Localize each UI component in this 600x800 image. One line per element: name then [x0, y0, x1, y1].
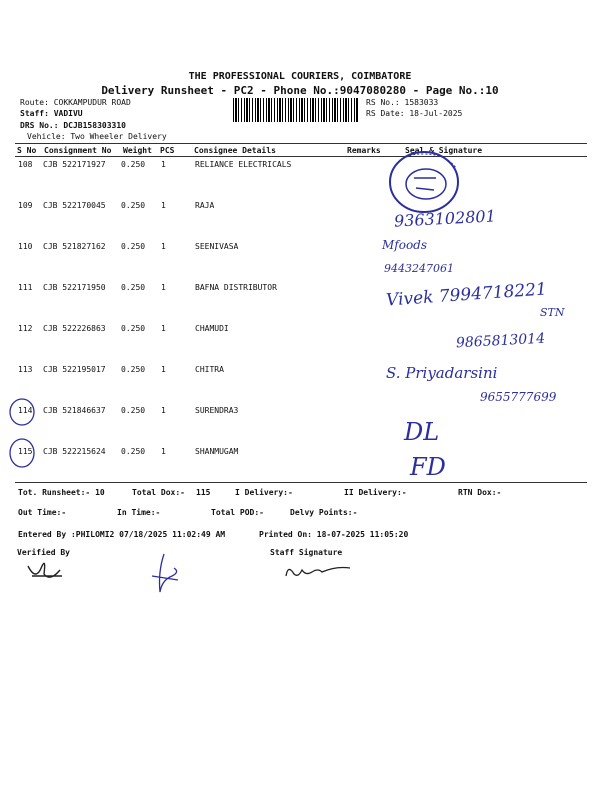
- handwritten-note-1: 9363102801: [393, 206, 497, 231]
- row-sno: 109: [18, 201, 33, 210]
- row-consignment: CJB 521827162: [43, 242, 106, 251]
- verified-signature: [26, 556, 66, 586]
- row-consignee: SHANMUGAM: [195, 447, 239, 456]
- row-sno: 110: [18, 242, 33, 251]
- row-pcs: 1: [161, 324, 166, 333]
- row-consignment: CJB 522215624: [43, 447, 106, 456]
- row-consignee: RELIANCE ELECTRICALS: [195, 160, 292, 169]
- rs-date: RS Date: 18-Jul-2025: [366, 109, 463, 118]
- row-sno: 111: [18, 283, 33, 292]
- row-consignee: BAFNA DISTRIBUTOR: [195, 283, 277, 292]
- row-weight: 0.250: [121, 242, 146, 251]
- row-pcs: 1: [161, 242, 166, 251]
- row-consignment: CJB 522226863: [43, 324, 106, 333]
- handwritten-note-4: 9865813014: [455, 330, 546, 352]
- staff-signature-label: Staff Signature: [270, 548, 343, 557]
- handwritten-note-2a: Mfoods: [382, 238, 428, 252]
- handwritten-note-7: FD: [410, 453, 446, 481]
- row-consignment: CJB 521846637: [43, 406, 106, 415]
- ii-delivery: II Delivery:-: [344, 488, 407, 497]
- row-weight: 0.250: [121, 406, 146, 415]
- table-top-rule: [15, 143, 587, 144]
- row-weight: 0.250: [121, 283, 146, 292]
- handwritten-note-2b: 9443247061: [384, 262, 454, 275]
- runsheet-title: Delivery Runsheet - PC2 - Phone No.:9047080280 - Page No.:10: [101, 84, 499, 97]
- handwritten-note-5a: S. Priyadarsini: [386, 364, 498, 382]
- row-consignee: CHAMUDI: [195, 324, 229, 333]
- handwritten-note-3b: STN: [540, 306, 565, 319]
- col-remarks: Remarks: [347, 146, 381, 155]
- handwritten-note-5b: 9655777699: [480, 390, 557, 404]
- staff-label: Staff: VADIVU: [20, 109, 83, 118]
- verified-by-label: Verified By: [17, 548, 70, 557]
- row-consignee: SURENDRA3: [195, 406, 239, 415]
- row-weight: 0.250: [121, 160, 146, 169]
- row-sno: 108: [18, 160, 33, 169]
- entered-by: Entered By :PHILOMI2 07/18/2025 11:02:49 AM: [18, 530, 226, 539]
- row-weight: 0.250: [121, 201, 146, 210]
- staff-signature: [282, 560, 354, 582]
- row-weight: 0.250: [121, 324, 146, 333]
- company-name: THE PROFESSIONAL COURIERS, COIMBATORE: [188, 71, 412, 82]
- row-consignee: RAJA: [195, 201, 215, 210]
- row-pcs: 1: [161, 365, 166, 374]
- handwritten-note-6: DL: [404, 418, 440, 446]
- col-consignment: Consignment No: [44, 146, 112, 155]
- row-sno: 114: [18, 406, 33, 415]
- total-runsheet: Tot. Runsheet:- 10: [18, 488, 105, 497]
- company-stamp: [384, 148, 464, 218]
- row-consignment: CJB 522171950: [43, 283, 106, 292]
- drs-number: DRS No.: DCJB158303310: [20, 121, 126, 130]
- row-pcs: 1: [161, 406, 166, 415]
- table-bottom-rule: [15, 482, 587, 483]
- total-dox-label: Total Dox:-: [132, 488, 185, 497]
- vehicle-label: Vehicle: Two Wheeler Delivery: [27, 132, 167, 141]
- circle-mark-115: [8, 438, 38, 470]
- row-sno: 113: [18, 365, 33, 374]
- col-weight: Weight: [123, 146, 152, 155]
- col-consignee: Consignee Details: [194, 146, 276, 155]
- rtn-dox: RTN Dox:-: [458, 488, 502, 497]
- total-dox-value: 115: [196, 488, 211, 497]
- out-time: Out Time:-: [18, 508, 67, 517]
- total-pod: Total POD:-: [211, 508, 264, 517]
- row-pcs: 1: [161, 160, 166, 169]
- printed-on: Printed On: 18-07-2025 11:05:20: [259, 530, 409, 539]
- delvy-points: Delvy Points:-: [290, 508, 358, 517]
- handwritten-note-3a: Vivek 7994718221: [385, 279, 548, 311]
- row-pcs: 1: [161, 447, 166, 456]
- circle-mark-114: [8, 398, 38, 428]
- row-consignment: CJB 522170045: [43, 201, 106, 210]
- row-sno: 115: [18, 447, 33, 456]
- row-weight: 0.250: [121, 447, 146, 456]
- rs-number: RS No.: 1583033: [366, 98, 439, 107]
- in-time: In Time:-: [117, 508, 161, 517]
- route-label: Route: COKKAMPUDUR ROAD: [20, 98, 131, 107]
- row-consignee: CHITRA: [195, 365, 224, 374]
- row-consignment: CJB 522195017: [43, 365, 106, 374]
- barcode: [233, 98, 359, 122]
- row-sno: 112: [18, 324, 33, 333]
- row-consignment: CJB 522171927: [43, 160, 106, 169]
- col-seal: Seal & Signature: [405, 146, 483, 155]
- row-consignee: SEENIVASA: [195, 242, 239, 251]
- col-pcs: PCS: [160, 146, 175, 155]
- table-header-rule: [15, 156, 587, 157]
- row-pcs: 1: [161, 201, 166, 210]
- col-sno: S No: [17, 146, 37, 155]
- row-weight: 0.250: [121, 365, 146, 374]
- verifier-blue-signature: [144, 552, 184, 598]
- i-delivery: I Delivery:-: [235, 488, 293, 497]
- row-pcs: 1: [161, 283, 166, 292]
